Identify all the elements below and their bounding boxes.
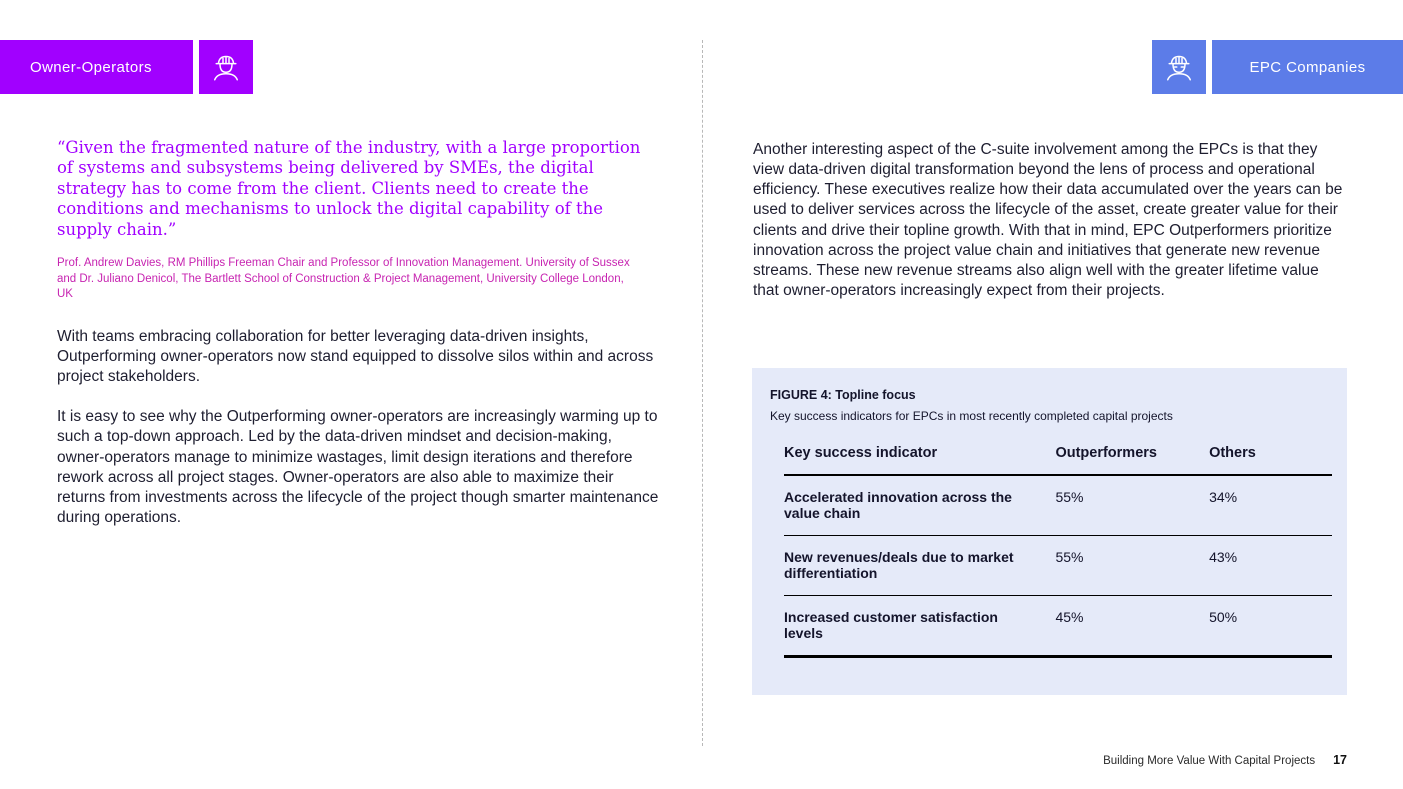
table-cell-outperformers: 45% [1055,596,1209,657]
table-header-row [784,445,1332,475]
column-divider [702,40,703,746]
figure-subtitle: Key success indicators for EPCs in most recently completed capital projects [770,409,1173,423]
table-row [784,596,1332,657]
footer-report-title: Building More Value With Capital Projects [1103,755,1316,767]
figure-table [784,445,1332,658]
table-header-indicator: Key success indicator [784,445,1055,475]
table-header-outperformers: Outperformers [1055,445,1209,475]
table-row [784,475,1332,536]
table-cell-outperformers: 55% [1055,475,1209,536]
table-cell-indicator: Increased customer satisfaction levels [784,596,1055,657]
tab-owner-operators [0,40,193,94]
footer-page-number: 17 [1333,753,1347,767]
body-paragraph: With teams embracing collaboration for better leveraging data-driven insights, Outperforming owner-operators now stand equipped to dissolve silos within and across project stakeholders. [57,327,654,386]
body-paragraph: It is easy to see why the Outperforming owner-operators are increasingly warming up to such a top-down approach. Led by the data-driven mindset and decision-making, owner-operators manage to minimize wastages, limit design iterations and therefore rework across all project stages. Owner-operators are also able to maximize their returns from investments across the lifecycle of the project though smarter maintenance during operations. [57,408,659,526]
figure-4-panel [752,368,1347,695]
figure-title: FIGURE 4: Topline focus [770,388,916,402]
page-footer [1103,753,1347,767]
tab-epc-companies-label: EPC Companies [1249,58,1366,76]
body-paragraph: Another interesting aspect of the C-suite involvement among the EPCs is that they view data-driven digital transformation beyond the lens of process and operational efficiency. These executives realize how their data accumulated over the years can be used to deliver services across the lifecycle of the asset, create greater value for their clients and drive their topline growth. With that in mind, EPC Outperformers prioritize innovation across the project value chain and initiatives that generate new revenue streams. These new revenue streams also align well with the greater lifetime value that owner-operators increasingly expect from their projects. [753,141,1343,299]
quote-attribution: Prof. Andrew Davies, RM Phillips Freeman Chair and Professor of Innovation Management. University of Sussex and Dr. Juliano Denicol, The Bartlett School of Construction & Project Management, University College London, UK [57,257,630,301]
table-cell-others: 50% [1209,596,1332,657]
tab-owner-operators-label: Owner-Operators [30,58,152,76]
engineer-hard-hat-icon [1152,40,1206,94]
table-cell-others: 43% [1209,536,1332,596]
tab-epc-companies [1212,40,1403,94]
worker-hard-hat-icon [199,40,253,94]
table-cell-outperformers: 55% [1055,536,1209,596]
pull-quote: “Given the fragmented nature of the industry, with a large proportion of systems and subsystems being delivered by SMEs, the digital strategy has to come from the client. Clients need to create the conditions and mechanisms to unlock the digital capability of the supply chain.” [57,138,641,239]
table-cell-indicator: Accelerated innovation across the value chain [784,475,1055,536]
left-column [57,138,659,548]
table-header-others: Others [1209,445,1332,475]
table-row [784,536,1332,596]
table-cell-others: 34% [1209,475,1332,536]
right-column [753,140,1345,301]
table-cell-indicator: New revenues/deals due to market differentiation [784,536,1055,596]
